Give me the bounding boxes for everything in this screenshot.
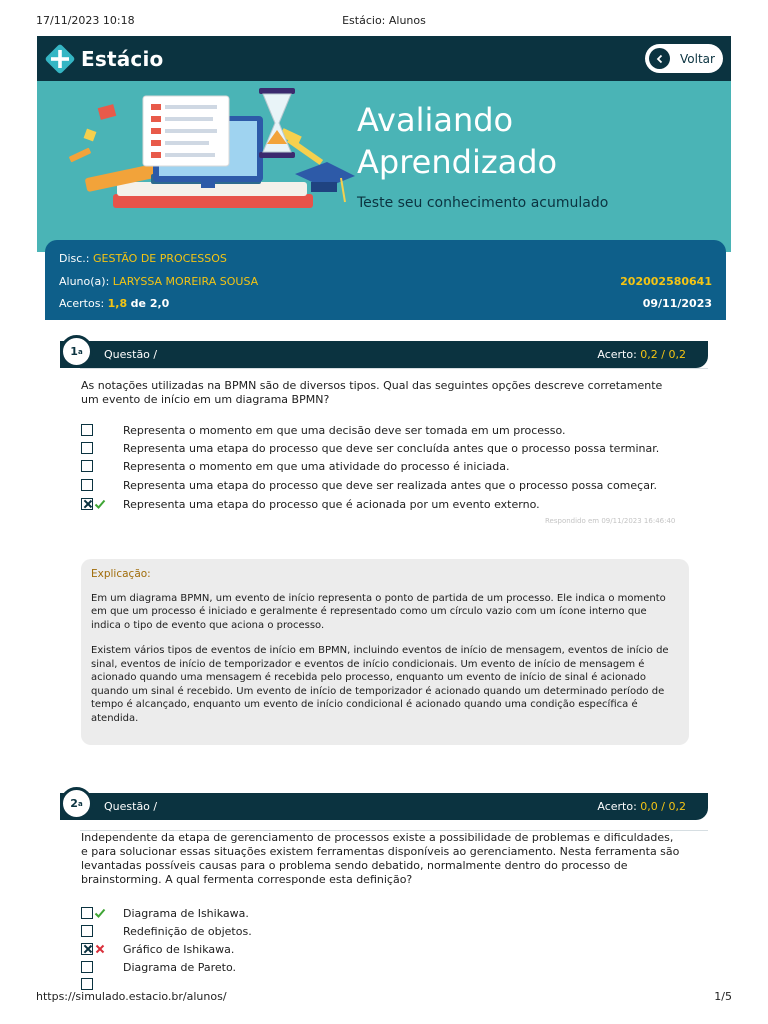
hero-title-line-1: Avaliando <box>357 101 514 139</box>
score-label: Acertos: <box>59 297 105 310</box>
study-illustration <box>55 86 355 226</box>
hero-title <box>357 99 557 183</box>
score-of: de 2,0 <box>130 297 170 310</box>
question-1-header <box>60 341 708 368</box>
print-url: https://simulado.estacio.br/alunos/ <box>36 990 227 1003</box>
score-value: 0,0 <box>640 800 658 813</box>
question-label: Questão / <box>104 800 158 813</box>
question-2-option-2[interactable] <box>81 924 252 938</box>
explanation-paragraph: Existem vários tipos de eventos de início em BPMN, incluindo eventos de início de mensagem, eventos de início de sinal, eventos de início de temporizador e eventos de início condicionais. Um evento de início de mensagem é acionado quando uma mensagem é recebida pelo processo, enquanto um evento de início de sinal é acionado quando um sinal é recebido. Um evento de início de temporizador é acionado quando um determinado período de tempo é alcançado, enquanto um evento de início condicional é acionado quando uma condição específica é atendida. <box>91 645 669 724</box>
question-number: 1 <box>70 345 78 358</box>
print-title: Estácio: Alunos <box>342 14 426 27</box>
question-1-option-5[interactable] <box>81 497 540 511</box>
question-number-badge <box>60 787 93 820</box>
question-1-option-3[interactable] <box>81 459 510 473</box>
option-checkbox[interactable] <box>81 907 93 919</box>
question-2-option-1[interactable] <box>81 906 249 920</box>
score-max: / 0,2 <box>661 800 686 813</box>
print-date: 17/11/2023 10:18 <box>36 14 135 27</box>
exam-date: 09/11/2023 <box>642 297 712 310</box>
score-row <box>59 297 169 310</box>
option-checkbox-checked[interactable] <box>81 498 93 510</box>
question-2-option-5[interactable] <box>81 977 93 991</box>
question-score <box>597 800 686 813</box>
option-checkbox[interactable] <box>81 961 93 973</box>
score-value: 1,8 <box>107 297 128 310</box>
check-icon <box>94 498 106 510</box>
student-label: Aluno(a): <box>59 275 110 288</box>
option-checkbox[interactable] <box>81 978 93 990</box>
question-1-text: As notações utilizadas na BPMN são de diversos tipos. Qual das seguintes opções descreve corretamente um evento de início em um diagrama BPMN? <box>81 379 663 406</box>
option-checkbox[interactable] <box>81 442 93 454</box>
x-mark-icon <box>94 943 106 955</box>
check-icon <box>94 907 106 919</box>
score-max: / 0,2 <box>661 348 686 361</box>
option-text: Representa uma etapa do processo que é acionada por um evento externo. <box>123 497 540 511</box>
question-1-option-1[interactable] <box>81 423 566 437</box>
option-checkbox-checked[interactable] <box>81 943 93 955</box>
question-1-option-4[interactable] <box>81 478 657 492</box>
exam-info-panel <box>45 240 726 320</box>
logo-text: Estácio <box>81 47 164 71</box>
discipline-label: Disc.: <box>59 252 90 265</box>
student-row <box>59 275 258 288</box>
question-2-text: Independente da etapa de gerenciamento de processos existe a possibilidade de problemas e dificuldades, e para solucionar essas situações existem ferramentas disponíveis ao gerenciamento. Nesta ferramenta são levantadas possíveis causas para o problema sendo debatido, normalmente dentro do processo de brainstorming. A qual fermenta corresponde esta definição? <box>81 831 680 886</box>
question-label: Questão / <box>104 348 158 361</box>
question-score <box>597 348 686 361</box>
option-text: Diagrama de Pareto. <box>123 960 236 974</box>
hero-title-line-2: Aprendizado <box>357 143 558 181</box>
option-text: Representa o momento em que uma decisão deve ser tomada em um processo. <box>123 423 566 437</box>
discipline-value: GESTÃO DE PROCESSOS <box>93 252 227 265</box>
answered-timestamp: Respondido em 09/11/2023 16:46:40 <box>545 517 676 525</box>
score-label: Acerto: <box>597 800 637 813</box>
print-header <box>36 14 732 30</box>
page-counter: 1/5 <box>714 990 732 1003</box>
print-footer <box>36 990 732 1006</box>
chevron-left-icon <box>649 48 670 69</box>
question-2-option-3[interactable] <box>81 942 235 956</box>
question-1-option-2[interactable] <box>81 441 660 455</box>
top-bar <box>37 36 731 81</box>
option-text: Redefinição de objetos. <box>123 924 252 938</box>
discipline-row <box>59 252 227 265</box>
option-checkbox[interactable] <box>81 460 93 472</box>
explanation-paragraph: Em um diagrama BPMN, um evento de início representa o ponto de partida de um processo. Ele indica o momento em que um processo é iniciado e geralmente é representado como um círculo vazio com um ícone interno que indica o tipo de evento que aciona o processo. <box>91 592 666 631</box>
explanation-title: Explicação: <box>91 568 151 580</box>
question-number: 2 <box>70 797 78 810</box>
divider <box>80 368 708 369</box>
question-2-header <box>60 793 708 820</box>
option-text: Representa o momento em que uma atividade do processo é iniciada. <box>123 459 510 473</box>
option-text: Diagrama de Ishikawa. <box>123 906 249 920</box>
option-text: Representa uma etapa do processo que deve ser concluída antes que o processo possa terminar. <box>123 441 660 455</box>
question-number-badge <box>60 335 93 368</box>
score-label: Acerto: <box>597 348 637 361</box>
option-checkbox[interactable] <box>81 479 93 491</box>
option-checkbox[interactable] <box>81 424 93 436</box>
question-ordinal: a <box>77 799 83 808</box>
student-name: LARYSSA MOREIRA SOUSA <box>112 275 259 288</box>
hero-subtitle: Teste seu conhecimento acumulado <box>357 195 609 211</box>
score-value: 0,2 <box>640 348 658 361</box>
option-text: Gráfico de Ishikawa. <box>123 942 235 956</box>
back-button[interactable] <box>645 44 723 73</box>
explanation-box <box>81 559 689 745</box>
hero-banner <box>37 81 731 252</box>
student-id: 202002580641 <box>620 275 712 288</box>
option-checkbox[interactable] <box>81 925 93 937</box>
estacio-logo-icon <box>45 44 75 74</box>
question-2-option-4[interactable] <box>81 960 236 974</box>
back-button-label: Voltar <box>680 51 715 66</box>
option-text: Representa uma etapa do processo que deve ser realizada antes que o processo possa começar. <box>123 478 657 492</box>
estacio-logo[interactable] <box>45 43 163 75</box>
question-ordinal: a <box>77 347 83 356</box>
